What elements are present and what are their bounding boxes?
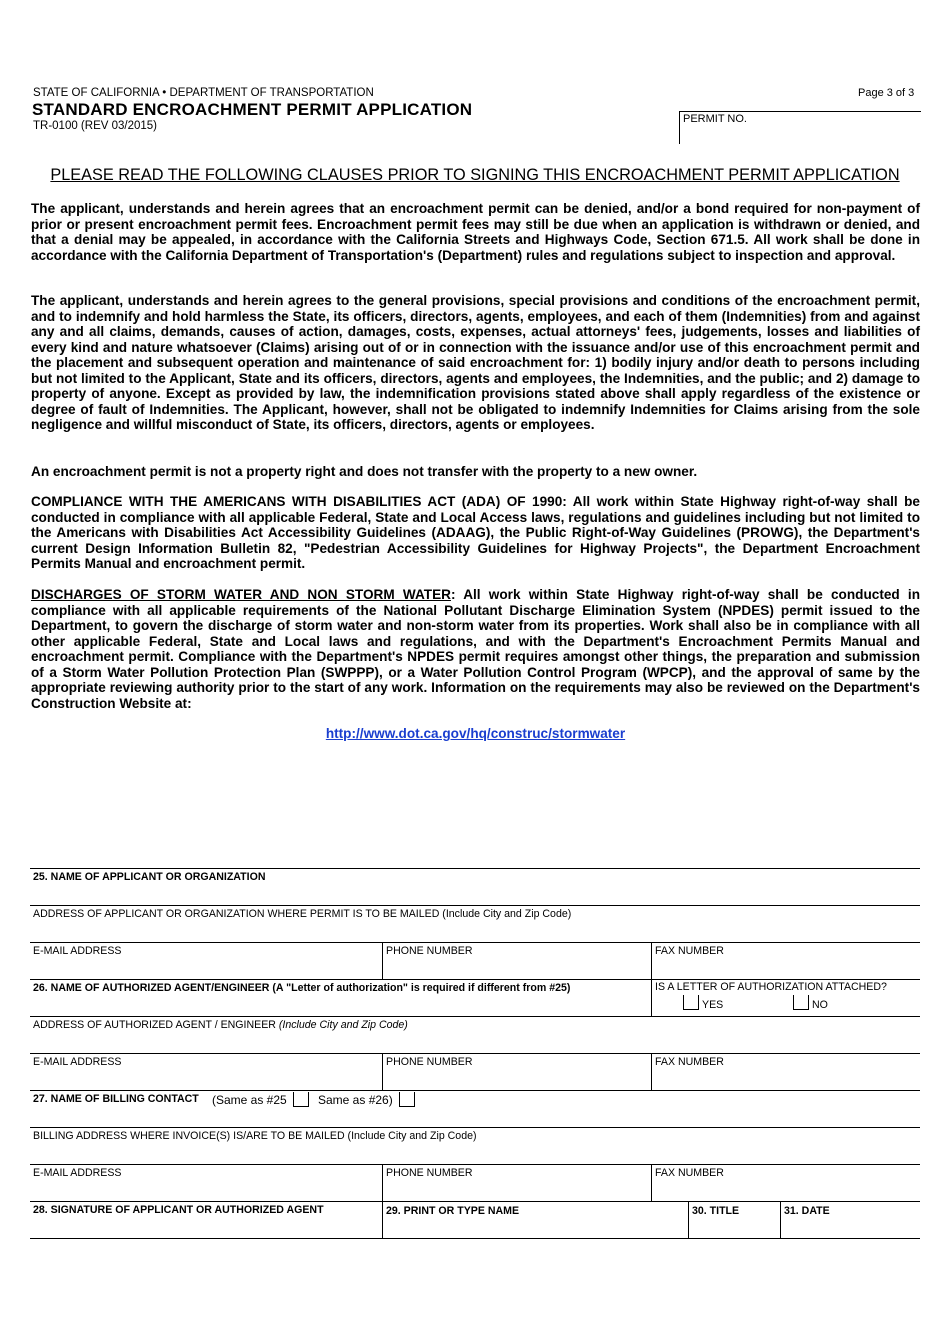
billing-fax-input[interactable] <box>652 1179 920 1200</box>
clause-paragraph-1: The applicant, understands and herein agrees that an encroachment permit can be denied, and/or a bond required for non-payment of prior or present encroachment permit fees. Encroachment permit fees may still be due when an application is withdrawn or denied, and that a denial may be appealed, in accordance with the California Streets and Highways Code, Section 671.5. All work shall be done in accordance with the California Department of Transportation's (Department) rules and regulations subject to inspection and approval. <box>31 201 920 263</box>
form-divider <box>30 1090 920 1091</box>
billing-address-label: BILLING ADDRESS WHERE INVOICE(S) IS/ARE TO BE MAILED (Include City and Zip Code) <box>33 1130 477 1142</box>
agent-email-input[interactable] <box>30 1068 381 1089</box>
form-divider <box>30 1238 920 1239</box>
print-name-label: 29. PRINT OR TYPE NAME <box>386 1205 520 1217</box>
signature-field[interactable] <box>30 1216 381 1237</box>
same-as-25-checkbox[interactable] <box>293 1092 309 1107</box>
clauses-heading: PLEASE READ THE FOLLOWING CLAUSES PRIOR TO SIGNING THIS ENCROACHMENT PERMIT APPLICATION <box>50 166 900 184</box>
letter-yes-checkbox[interactable] <box>683 995 699 1010</box>
storm-water-link[interactable]: http://www.dot.ca.gov/hq/construc/stormwater <box>325 726 626 741</box>
agent-address-label-text: ADDRESS OF AUTHORIZED AGENT / ENGINEER <box>33 1019 276 1031</box>
form-divider <box>30 942 920 943</box>
letter-no-label: NO <box>812 999 828 1011</box>
form-divider <box>30 1201 920 1202</box>
form-divider <box>30 868 920 869</box>
billing-contact-label: 27. NAME OF BILLING CONTACT <box>33 1093 199 1105</box>
agent-fax-label: FAX NUMBER <box>655 1056 724 1068</box>
billing-phone-label: PHONE NUMBER <box>386 1167 473 1179</box>
date-input[interactable] <box>781 1217 920 1237</box>
form-number: TR-0100 (REV 03/2015) <box>33 120 158 132</box>
form-divider <box>30 1053 920 1054</box>
clause-paragraph-2: The applicant, understands and herein agrees to the general provisions, special provisions and conditions of the encroachment permit, and to indemnify and hold harmless the State, its officers, directors, agents, employees, and each of them (Indemnities) from and against any and all claims, demands, causes of action, damages, costs, expenses, actual attorneys' fees, judgements, losses and liabilities of every kind and nature whatsoever (Claims) arising out of or in connection with the issuance and/or use of this encroachment permit and the placement and subsequent operation and maintenance of said encroachment for: 1) bodily injury and/or death to persons including but not limited to the Applicant, State and its officers, directors, agents and employees, the Indemnities, and the public; and 2) damage to property of anyone. Except as provided by law, the indemnification provisions stated above shall apply regardless of the existence or degree of fault of Indemnities. The Applicant, however, shall not be obligated to indemnify Indemnities for Claims arising from the sole negligence and willful misconduct of State, its officers, directors, agents or employees. <box>31 293 920 432</box>
applicant-email-input[interactable] <box>30 957 381 978</box>
billing-address-input[interactable] <box>30 1142 920 1163</box>
applicant-name-input[interactable] <box>30 882 920 904</box>
applicant-fax-label: FAX NUMBER <box>655 945 724 957</box>
applicant-address-label: ADDRESS OF APPLICANT OR ORGANIZATION WHERE PERMIT IS TO BE MAILED (Include City and Zip Code) <box>33 908 572 920</box>
billing-email-label: E-MAIL ADDRESS <box>33 1167 122 1179</box>
applicant-phone-label: PHONE NUMBER <box>386 945 473 957</box>
same-as-26-label: Same as #26) <box>318 1093 393 1107</box>
applicant-name-label: 25. NAME OF APPLICANT OR ORGANIZATION <box>33 871 266 883</box>
agent-address-hint: (Include City and Zip Code) <box>278 1019 408 1031</box>
applicant-address-input[interactable] <box>30 920 920 941</box>
form-divider <box>30 1164 920 1165</box>
form-title: STANDARD ENCROACHMENT PERMIT APPLICATION <box>32 100 473 119</box>
form-divider <box>30 1016 920 1017</box>
agent-phone-label: PHONE NUMBER <box>386 1056 473 1068</box>
column-divider <box>651 979 652 1016</box>
signature-label: 28. SIGNATURE OF APPLICANT OR AUTHORIZED AGENT <box>33 1204 324 1216</box>
page-indicator: Page 3 of 3 <box>858 87 915 99</box>
same-as-25-label: (Same as #25 <box>212 1093 287 1107</box>
form-divider <box>30 979 920 980</box>
applicant-phone-input[interactable] <box>383 957 650 978</box>
form-divider <box>30 1127 920 1128</box>
title-input[interactable] <box>689 1217 779 1237</box>
applicant-fax-input[interactable] <box>652 957 920 978</box>
storm-water-body: : All work within State Highway right-of-way shall be conducted in compliance with all applicable requirements of the National Pollutant Discharge Elimination System (NPDES) permit issued to the Department, to govern the discharge of storm water and non-storm water from its properties. Work shall also be in compliance with all other applicable Federal, State and Local laws and regulations, and with the Department's Encroachment Permits Manual and encroachment permit. Compliance with the Department's NPDES permit requires amongst other things, the preparation and submission of a Storm Water Pollution Protection Plan (SWPPP), or a Water Pollution Control Program (WPCP), and the approval of same by the appropriate reviewing authority prior to the start of any work. Information on the requirements may also be reviewed on the Department's Construction Website at: <box>31 587 921 711</box>
storm-water-heading: DISCHARGES OF STORM WATER AND NON STORM WATER <box>31 587 451 602</box>
agent-fax-input[interactable] <box>652 1068 920 1089</box>
print-name-input[interactable] <box>383 1217 687 1237</box>
agent-name-label: 26. NAME OF AUTHORIZED AGENT/ENGINEER (A "Letter of authorization" is required if different from #25) <box>33 982 571 994</box>
billing-phone-input[interactable] <box>383 1179 650 1200</box>
agent-email-label: E-MAIL ADDRESS <box>33 1056 122 1068</box>
permit-number-label: PERMIT NO. <box>683 113 747 125</box>
agent-address-input[interactable] <box>30 1031 920 1052</box>
billing-fax-label: FAX NUMBER <box>655 1167 724 1179</box>
clause-paragraph-storm-water <box>31 587 920 711</box>
same-as-26-checkbox[interactable] <box>399 1092 415 1107</box>
title-label: 30. TITLE <box>692 1205 740 1217</box>
agency-name: STATE OF CALIFORNIA • DEPARTMENT OF TRANSPORTATION <box>33 87 374 99</box>
billing-email-input[interactable] <box>30 1179 381 1200</box>
date-label: 31. DATE <box>784 1205 830 1217</box>
agent-name-input[interactable] <box>30 994 650 1015</box>
form-divider <box>30 905 920 906</box>
letter-yes-label: YES <box>702 999 724 1011</box>
letter-no-checkbox[interactable] <box>793 995 809 1010</box>
agent-phone-input[interactable] <box>383 1068 650 1089</box>
letter-authorization-question: IS A LETTER OF AUTHORIZATION ATTACHED? <box>655 981 887 993</box>
clause-paragraph-3: An encroachment permit is not a property right and does not transfer with the property to a new owner. <box>31 464 698 479</box>
clause-paragraph-ada: COMPLIANCE WITH THE AMERICANS WITH DISABILITIES ACT (ADA) OF 1990: All work within State Highway right-of-way shall be conducted in compliance with all applicable Federal, State and Local Access laws, regulations and guidelines including but not limited to the Americans with Disabilities Act Accessibility Guidelines (ADAAG), the Public Right-of-Way Guidelines (PROWG), the Department's current Design Information Bulletin 82, "Pedestrian Accessibility Guidelines for Highway Projects", the Department Encroachment Permits Manual and encroachment permit. <box>31 494 920 571</box>
applicant-email-label: E-MAIL ADDRESS <box>33 945 122 957</box>
agent-address-label <box>33 1019 408 1031</box>
